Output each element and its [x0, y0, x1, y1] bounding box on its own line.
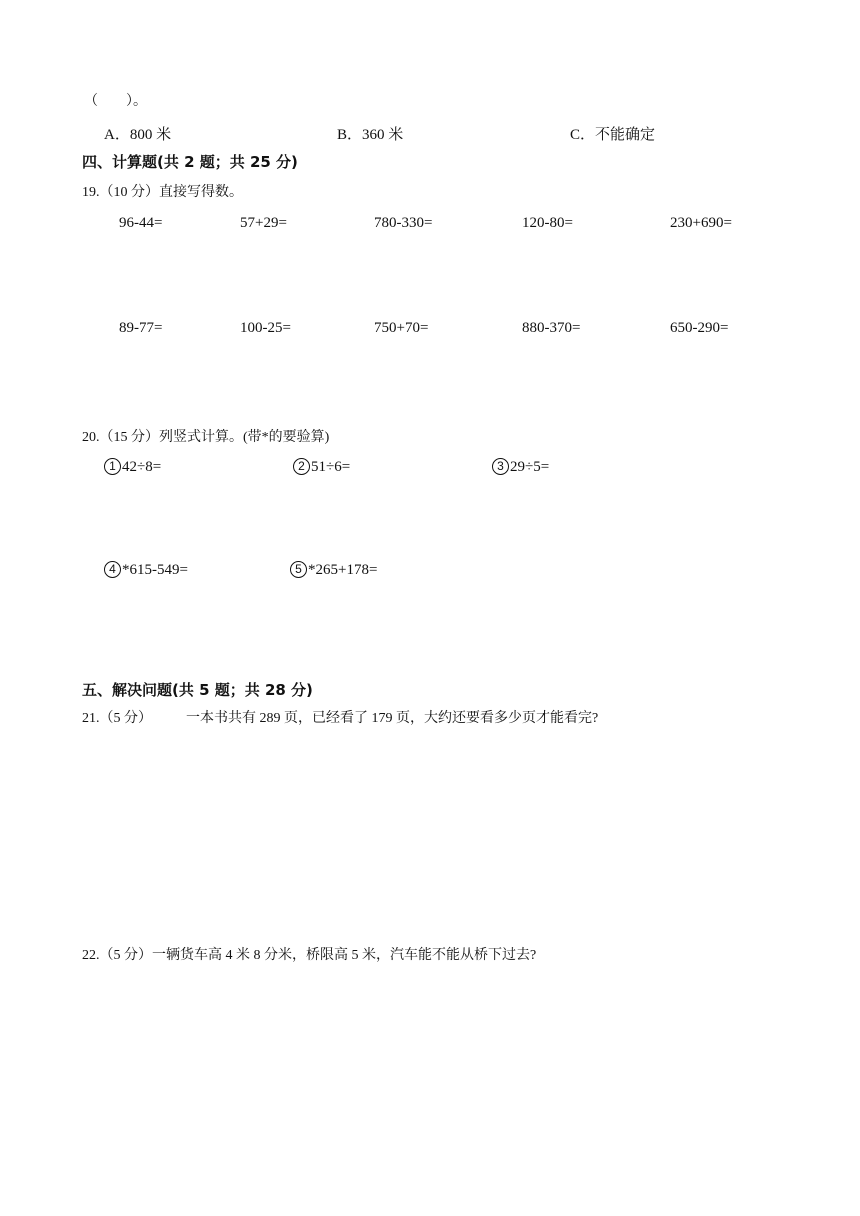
q19-item: 96-44=	[119, 215, 163, 231]
q20-item-2	[293, 458, 350, 476]
q20-item-3	[492, 458, 549, 476]
q18-option-c: C．不能确定	[570, 127, 656, 143]
q19-item: 57+29=	[240, 215, 287, 231]
q19-item: 230+690=	[670, 215, 732, 231]
q21-text: 一本书共有 289 页，已经看了 179 页，大约还要看多少页才能看完?	[186, 711, 599, 726]
q20-expression: *615-549=	[122, 562, 188, 578]
q19-item: 880-370=	[522, 320, 581, 336]
q19-item: 89-77=	[119, 320, 163, 336]
q20-label: 20.（15 分）列竖式计算。(带*的要验算)	[82, 430, 330, 445]
q18-answer-bracket: （ ）。	[84, 94, 147, 109]
q19-item: 780-330=	[374, 215, 433, 231]
q19-item: 750+70=	[374, 320, 429, 336]
q19-item: 120-80=	[522, 215, 573, 231]
q20-item-4	[104, 561, 188, 579]
q20-item-1	[104, 458, 161, 476]
q20-expression: 51÷6=	[311, 459, 351, 475]
q20-item-5	[290, 561, 377, 579]
q18-option-b: B．360 米	[337, 127, 404, 143]
q19-item: 100-25=	[240, 320, 291, 336]
q20-expression: *265+178=	[308, 562, 378, 578]
section-5-title: 五、解决问题(共 5 题；共 28 分)	[82, 681, 313, 699]
section-4-title: 四、计算题(共 2 题；共 25 分)	[82, 153, 298, 171]
q18-option-a: A．800 米	[104, 127, 172, 143]
circled-number-2: 2	[293, 458, 310, 475]
q20-expression: 29÷5=	[510, 459, 550, 475]
q19-label: 19.（10 分）直接写得数。	[82, 185, 243, 200]
q21-label: 21.（5 分）	[82, 711, 152, 726]
q22-label: 22.（5 分）一辆货车高 4 米 8 分米，桥限高 5 米，汽车能不能从桥下过去?	[82, 948, 537, 963]
circled-number-5: 5	[290, 561, 307, 578]
circled-number-4: 4	[104, 561, 121, 578]
circled-number-3: 3	[492, 458, 509, 475]
circled-number-1: 1	[104, 458, 121, 475]
q19-item: 650-290=	[670, 320, 729, 336]
q20-expression: 42÷8=	[122, 459, 162, 475]
